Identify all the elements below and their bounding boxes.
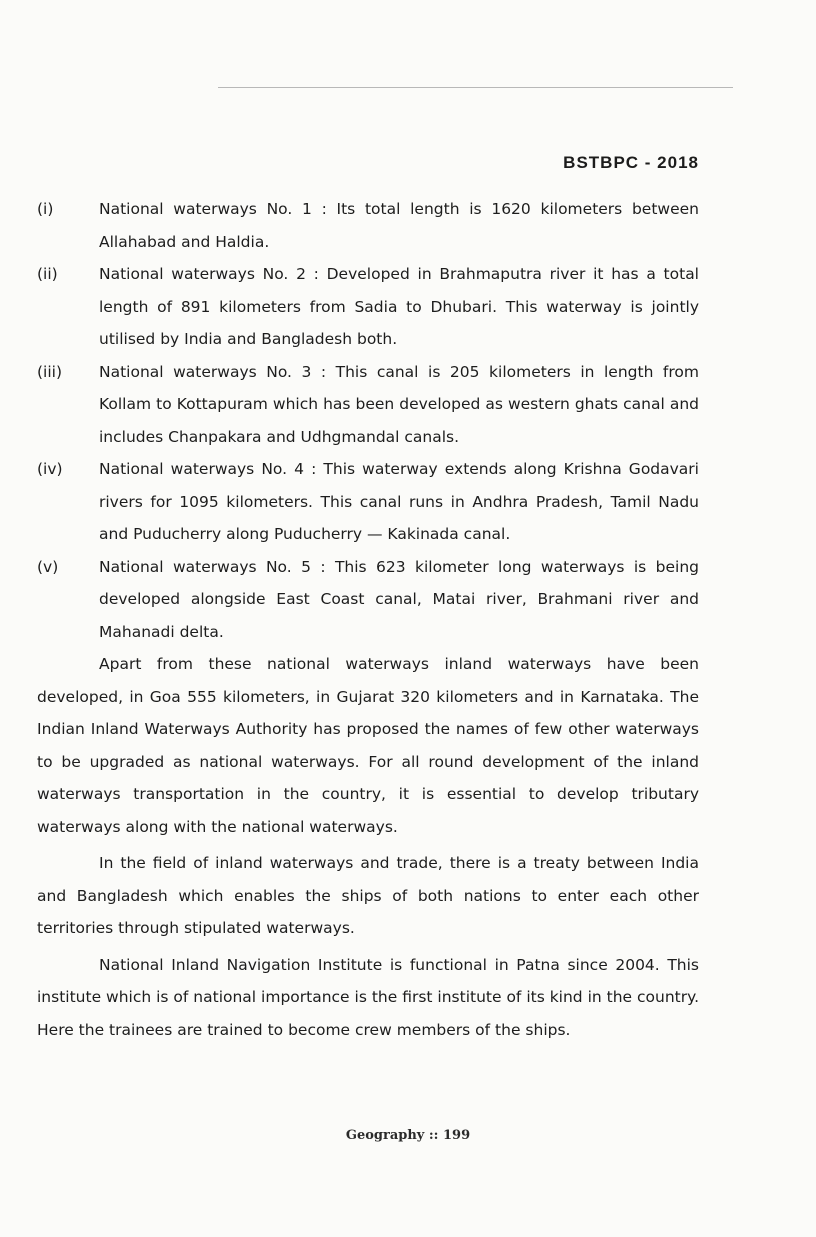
waterway-item-3 xyxy=(37,356,699,454)
item-text: National waterways No. 3 : This canal is 205 kilometers in length from Kollam to Kottapuram which has been developed as western ghats canal and includes Chanpakara and Udhgmandal canals. xyxy=(99,362,699,446)
item-number: (iii) xyxy=(37,362,63,381)
item-text: National waterways No. 1 : Its total length is 1620 kilometers between Allahabad and Haldia. xyxy=(99,200,699,251)
paragraph-treaty: In the field of inland waterways and trade, there is a treaty between India and Bangladesh which enables the ships of both nations to enter each other territories through stipulated waterways. xyxy=(37,854,699,937)
document-code: BSTBPC - 2018 xyxy=(563,153,699,172)
waterway-item-5 xyxy=(37,551,699,649)
waterway-item-4 xyxy=(37,453,699,551)
item-text: National waterways No. 2 : Developed in Brahmaputra river it has a total length of 891 kilometers from Sadia to Dhubari. This waterway is jointly utilised by India and Bangladesh both. xyxy=(99,265,699,348)
waterway-item-1 xyxy=(37,193,699,258)
item-number: (v) xyxy=(37,557,59,576)
item-number: (ii) xyxy=(37,265,58,283)
page-footer: Geography :: 199 xyxy=(345,1128,471,1143)
top-rule xyxy=(218,87,733,88)
paragraph-institute: National Inland Navigation Institute is functional in Patna since 2004. This institute which is of national importance is the first institute of its kind in the country. Here the trainees are trained to become crew members of the ships. xyxy=(37,955,699,1039)
item-number: (iv) xyxy=(37,460,63,478)
item-number: (i) xyxy=(37,200,54,218)
waterway-item-2 xyxy=(37,258,699,356)
paragraph-other-waterways: Apart from these national waterways inland waterways have been developed, in Goa 555 kilometers, in Gujarat 320 kilometers and in Karnataka. The Indian Inland Waterways Authority has proposed the names of few other waterways to be upgraded as national waterways. For all round development of the inland waterways transportation in the country, it is essential to develop tributary waterways along with the national waterways. xyxy=(37,655,699,836)
page-body xyxy=(37,193,699,1046)
item-text: National waterways No. 5 : This 623 kilometer long waterways is being developed alongside East Coast canal, Matai river, Brahmani river and Mahanadi delta. xyxy=(99,557,699,641)
item-text: National waterways No. 4 : This waterway extends along Krishna Godavari rivers for 1095 kilometers. This canal runs in Andhra Pradesh, Tamil Nadu and Puducherry along Puducherry — Kakinada canal. xyxy=(99,460,699,543)
